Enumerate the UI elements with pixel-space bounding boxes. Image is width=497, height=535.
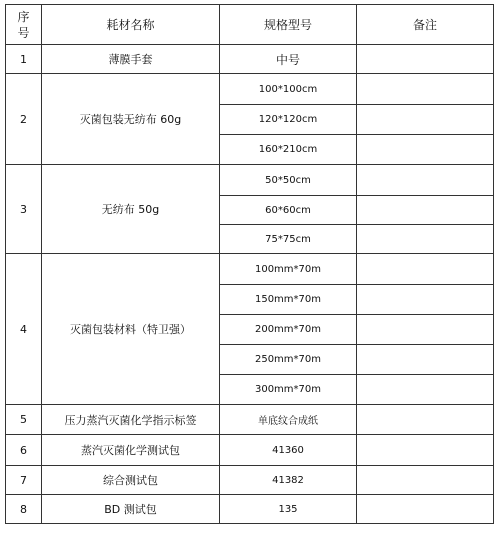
table-row <box>6 435 494 466</box>
row-no: 1 <box>6 45 42 74</box>
row-no: 7 <box>6 466 42 495</box>
row-remark <box>357 345 494 375</box>
table-row <box>6 74 494 105</box>
row-spec: 50*50cm <box>220 165 357 196</box>
row-spec: 135 <box>220 495 357 524</box>
header-name: 耗材名称 <box>42 5 220 45</box>
table-row <box>6 405 494 435</box>
row-remark <box>357 495 494 524</box>
row-remark <box>357 435 494 466</box>
row-remark <box>357 285 494 315</box>
row-remark <box>357 225 494 254</box>
row-name: 薄膜手套 <box>42 45 220 74</box>
header-no-line2: 号 <box>17 25 30 40</box>
header-spec: 规格型号 <box>220 5 357 45</box>
row-remark <box>357 74 494 105</box>
row-remark <box>357 105 494 135</box>
row-no: 5 <box>6 405 42 435</box>
header-remark: 备注 <box>357 5 494 45</box>
row-spec: 300mm*70m <box>220 375 357 405</box>
row-spec: 250mm*70m <box>220 345 357 375</box>
row-remark <box>357 45 494 74</box>
row-name: 灭菌包装材料（特卫强） <box>42 254 220 405</box>
row-name: 蒸汽灭菌化学测试包 <box>42 435 220 466</box>
row-name: 无纺布 50g <box>42 165 220 254</box>
row-no: 8 <box>6 495 42 524</box>
row-no: 4 <box>6 254 42 405</box>
row-no: 2 <box>6 74 42 165</box>
row-remark <box>357 405 494 435</box>
row-remark <box>357 466 494 495</box>
row-no: 3 <box>6 165 42 254</box>
table-row <box>6 45 494 74</box>
supplies-table <box>5 4 494 524</box>
row-remark <box>357 375 494 405</box>
table-row <box>6 165 494 196</box>
table-row <box>6 466 494 495</box>
row-name: 灭菌包装无纺布 60g <box>42 74 220 165</box>
row-no: 6 <box>6 435 42 466</box>
header-no <box>6 5 42 45</box>
row-spec: 75*75cm <box>220 225 357 254</box>
row-spec: 60*60cm <box>220 196 357 225</box>
row-spec: 41360 <box>220 435 357 466</box>
row-name: 综合测试包 <box>42 466 220 495</box>
row-spec: 150mm*70m <box>220 285 357 315</box>
row-remark <box>357 196 494 225</box>
row-remark <box>357 135 494 165</box>
row-name: BD 测试包 <box>42 495 220 524</box>
row-name: 压力蒸汽灭菌化学指示标签 <box>42 405 220 435</box>
row-spec: 100mm*70m <box>220 254 357 285</box>
row-spec: 200mm*70m <box>220 315 357 345</box>
row-spec: 160*210cm <box>220 135 357 165</box>
header-no-line1: 序 <box>17 9 30 24</box>
row-spec: 中号 <box>220 45 357 74</box>
row-spec: 100*100cm <box>220 74 357 105</box>
row-remark <box>357 254 494 285</box>
table-row <box>6 254 494 285</box>
header-row <box>6 5 494 45</box>
row-remark <box>357 165 494 196</box>
row-remark <box>357 315 494 345</box>
row-spec: 120*120cm <box>220 105 357 135</box>
row-spec: 41382 <box>220 466 357 495</box>
row-spec: 单底纹合成纸 <box>220 405 357 435</box>
table-row <box>6 495 494 524</box>
